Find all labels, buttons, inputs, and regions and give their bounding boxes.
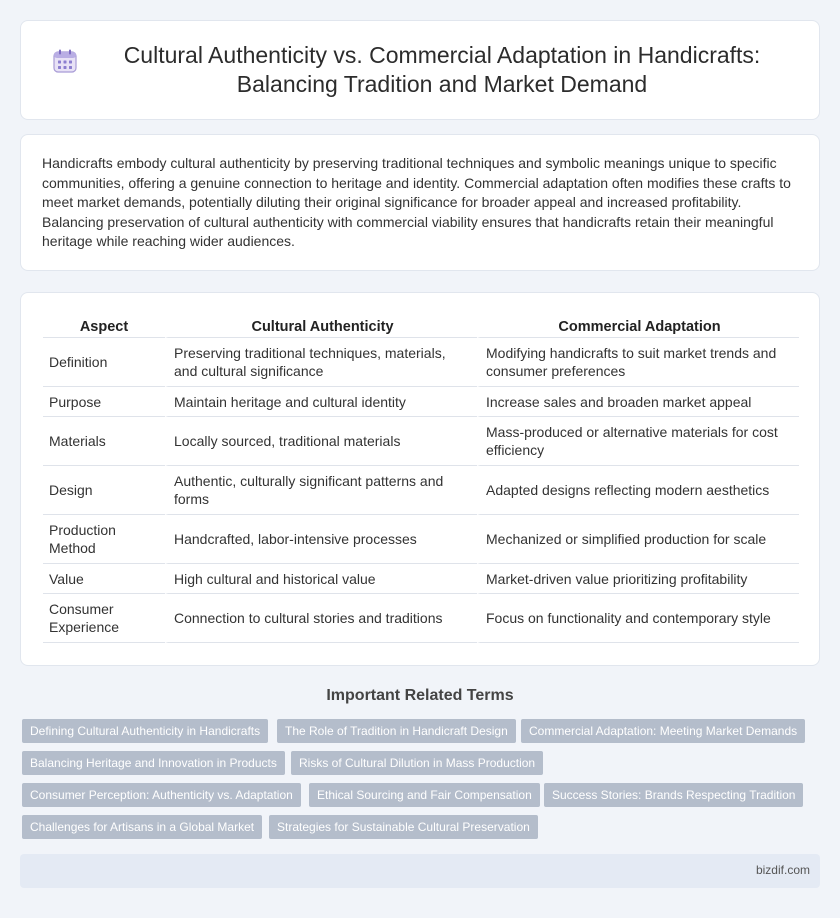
adaptation-cell: Market-driven value prioritizing profitability xyxy=(477,564,799,594)
related-term-tag[interactable]: Consumer Perception: Authenticity vs. Adaptation xyxy=(22,783,301,807)
authenticity-cell: Authentic, culturally significant patterns and forms xyxy=(165,466,477,515)
table-row xyxy=(43,515,799,564)
related-term-tag[interactable]: Success Stories: Brands Respecting Tradition xyxy=(544,783,803,807)
table-row xyxy=(43,466,799,515)
table-header-row xyxy=(43,315,799,338)
header-commercial-adaptation: Commercial Adaptation xyxy=(477,315,799,338)
table-row xyxy=(43,564,799,594)
related-term-tag[interactable]: Strategies for Sustainable Cultural Preservation xyxy=(269,815,538,839)
table-row xyxy=(43,417,799,466)
adaptation-cell: Modifying handicrafts to suit market trends and consumer preferences xyxy=(477,338,799,387)
related-term-tag[interactable]: Balancing Heritage and Innovation in Products xyxy=(22,751,285,775)
aspect-cell: Materials xyxy=(43,417,165,466)
related-term-tag[interactable]: Defining Cultural Authenticity in Handicrafts xyxy=(22,719,268,743)
related-term-tag[interactable]: Risks of Cultural Dilution in Mass Production xyxy=(291,751,543,775)
intro-card xyxy=(20,134,820,271)
authenticity-cell: Maintain heritage and cultural identity xyxy=(165,387,477,417)
title-card xyxy=(20,20,820,120)
related-term-tag[interactable]: Challenges for Artisans in a Global Market xyxy=(22,815,262,839)
adaptation-cell: Mechanized or simplified production for scale xyxy=(477,515,799,564)
related-term-tag[interactable]: The Role of Tradition in Handicraft Design xyxy=(277,719,516,743)
header-aspect: Aspect xyxy=(43,315,165,338)
adaptation-cell: Adapted designs reflecting modern aesthetics xyxy=(477,466,799,515)
table-row xyxy=(43,594,799,643)
adaptation-cell: Increase sales and broaden market appeal xyxy=(477,387,799,417)
related-terms-heading: Important Related Terms xyxy=(326,687,514,704)
intro-paragraph: Handicrafts embody cultural authenticity by preserving traditional techniques and symbolic meanings unique to specific communities, offering a genuine connection to heritage and identity. Commercial adaptation often modifies these crafts to meet market demands, potentially diluting their original significance for broader appeal and increased profitability. Balancing preservation of cultural authenticity with commercial viability ensures that handicrafts retain their meaningful heritage while reaching wider audiences. xyxy=(42,155,791,250)
authenticity-cell: Locally sourced, traditional materials xyxy=(165,417,477,466)
calendar-grid-icon xyxy=(51,47,79,75)
aspect-cell: Purpose xyxy=(43,387,165,417)
aspect-cell: Value xyxy=(43,564,165,594)
table-row xyxy=(43,338,799,387)
authenticity-cell: Preserving traditional techniques, materials, and cultural significance xyxy=(165,338,477,387)
title-wrap xyxy=(21,41,819,99)
adaptation-cell: Mass-produced or alternative materials for cost efficiency xyxy=(477,417,799,466)
comparison-card xyxy=(20,292,820,666)
related-term-tag[interactable]: Ethical Sourcing and Fair Compensation xyxy=(309,783,540,807)
header-cultural-authenticity: Cultural Authenticity xyxy=(165,315,477,338)
aspect-cell: Production Method xyxy=(43,515,165,564)
aspect-cell: Definition xyxy=(43,338,165,387)
page-title: Cultural Authenticity vs. Commercial Adaptation in Handicrafts: Balancing Tradition and Market Demand xyxy=(123,42,761,97)
aspect-cell: Consumer Experience xyxy=(43,594,165,643)
authenticity-cell: Connection to cultural stories and traditions xyxy=(165,594,477,643)
site-link[interactable]: bizdif.com xyxy=(755,863,810,877)
adaptation-cell: Focus on functionality and contemporary style xyxy=(477,594,799,643)
aspect-cell: Design xyxy=(43,466,165,515)
authenticity-cell: Handcrafted, labor-intensive processes xyxy=(165,515,477,564)
table-row xyxy=(43,387,799,417)
authenticity-cell: High cultural and historical value xyxy=(165,564,477,594)
footer xyxy=(20,854,820,888)
comparison-table xyxy=(43,315,799,643)
related-term-tag[interactable]: Commercial Adaptation: Meeting Market Demands xyxy=(521,719,805,743)
